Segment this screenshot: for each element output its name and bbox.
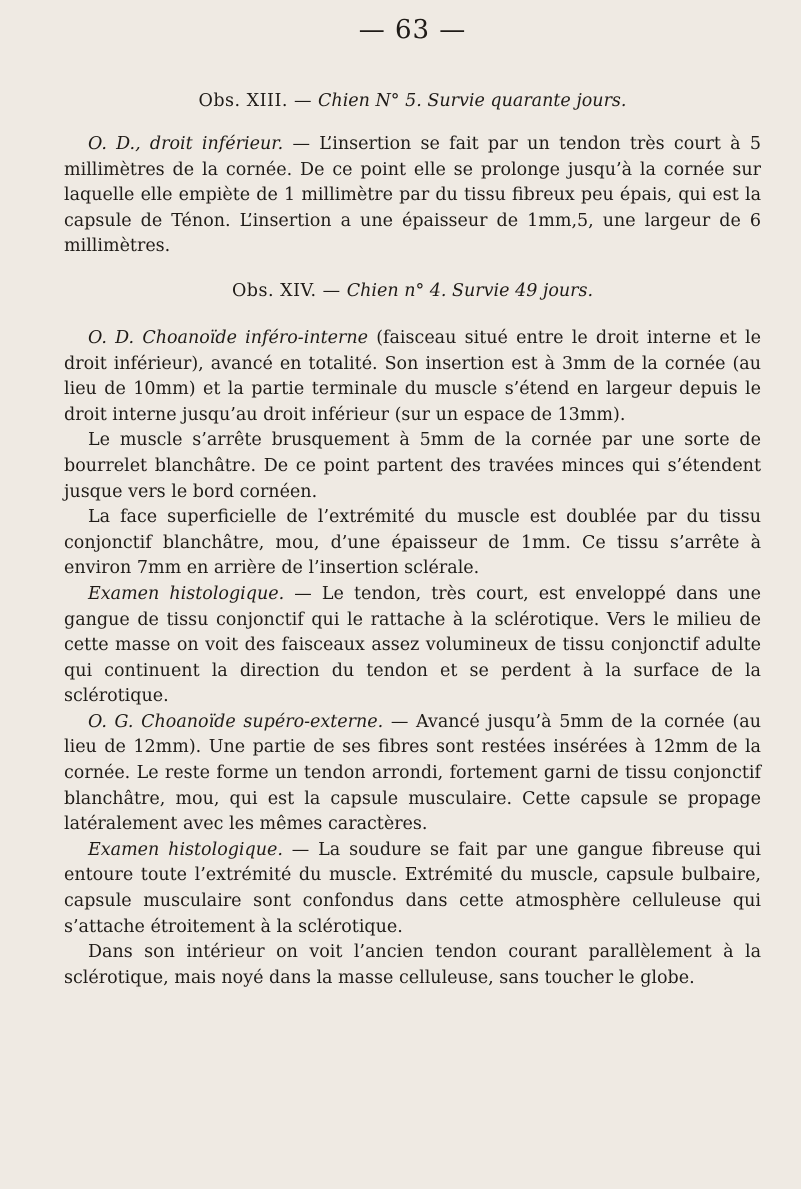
- paragraph-muscle-arret: Le muscle s’arrête brusquement à 5mm de la cornée par une sorte de bourrelet blanchâtre. De ce point partent des travées minces qui s’étendent jusque vers le bord cornéen.: [64, 430, 761, 502]
- paragraph-face-superficielle: La face superficielle de l’extrémité du muscle est doublée par du tissu conjonctif blanchâtre, mou, d’une épaisseur de 1mm. Ce tissu s’arrête à environ 7mm en arrière de l’insertion sclérale.: [64, 507, 761, 579]
- paragraph-examen-histologique-1: [64, 582, 761, 710]
- observation-13-prefix: Obs. XIII. —: [198, 91, 319, 111]
- observation-13-heading: [64, 88, 761, 114]
- paragraph-label: O. D., droit inférieur.: [88, 134, 284, 154]
- paragraph-label: Examen histologique.: [88, 583, 285, 604]
- observation-14-heading: [64, 278, 761, 304]
- paragraph-text: (faisceau situé entre le droit interne et le droit inférieur), avancé en totalité. Son insertion est à 3mm de la cornée (au lieu de 10mm) et la partie terminale du muscle s’étend en largeur depuis le droit interne jusqu’au droit inférieur (sur un espace de 13mm).: [64, 327, 761, 425]
- paragraph-label: O. G. Choanoïde supéro-externe.: [88, 711, 384, 732]
- observation-14-prefix: Obs. XIV. —: [231, 280, 347, 301]
- page-number: — 63 —: [358, 15, 467, 45]
- paragraph-text: — Le tendon, très court, est enveloppé dans une gangue de tissu conjonctif qui le rattache à la sclérotique. Vers le milieu de cette masse on voit des faisceaux assez volumineux de tissu conjonctif adulte qui continuent la direction du tendon et se perdent à la surface de la sclérotique.: [64, 583, 762, 707]
- observation-13-title: Chien N° 5. Survie quarante jours.: [318, 91, 627, 111]
- paragraph-label: O. D. Choanoïde inféro-interne: [88, 327, 368, 348]
- paragraph-text: — La soudure se fait par une gangue fibreuse qui entoure toute l’extrémité du muscle. Extrémité du muscle, capsule bulbaire, capsule musculaire sont confondus dans cette atmosphère celluleuse qui s’attache étroitement à la sclérotique.: [64, 839, 761, 937]
- paragraph-od-choanoide: [64, 326, 761, 428]
- paragraph-text: — L’insertion se fait par un tendon très court à 5 millimètres de la cornée. De ce point elle se prolonge jusqu’à la cornée sur laquelle elle empiète de 1 millimètre par du tissu fibreux peu épais, qui est la capsule de Ténon. L’insertion a une épaisseur de 1mm,5, une largeur de 6 millimètres.: [64, 134, 761, 257]
- paragraph-od-droit-inferieur: [64, 132, 761, 260]
- paragraph-examen-histologique-2: [64, 838, 761, 940]
- paragraph-label: Examen histologique.: [88, 839, 283, 860]
- paragraph-og-choanoide: [64, 710, 761, 838]
- paragraph-text: — Avancé jusqu’à 5mm de la cornée (au lieu de 12mm). Une partie de ses fibres sont restées insérées à 12mm de la cornée. Le reste forme un tendon arrondi, fortement garni de tissu conjonctif blanchâtre, mou, qui est la capsule musculaire. Cette capsule se propage latéralement avec les mêmes caractères.: [64, 711, 761, 835]
- observation-14-title: Chien n° 4. Survie 49 jours.: [346, 280, 594, 301]
- paragraph-ancien-tendon: Dans son intérieur on voit l’ancien tendon courant parallèlement à la sclérotique, mais noyé dans la masse celluleuse, sans toucher le globe.: [64, 942, 761, 988]
